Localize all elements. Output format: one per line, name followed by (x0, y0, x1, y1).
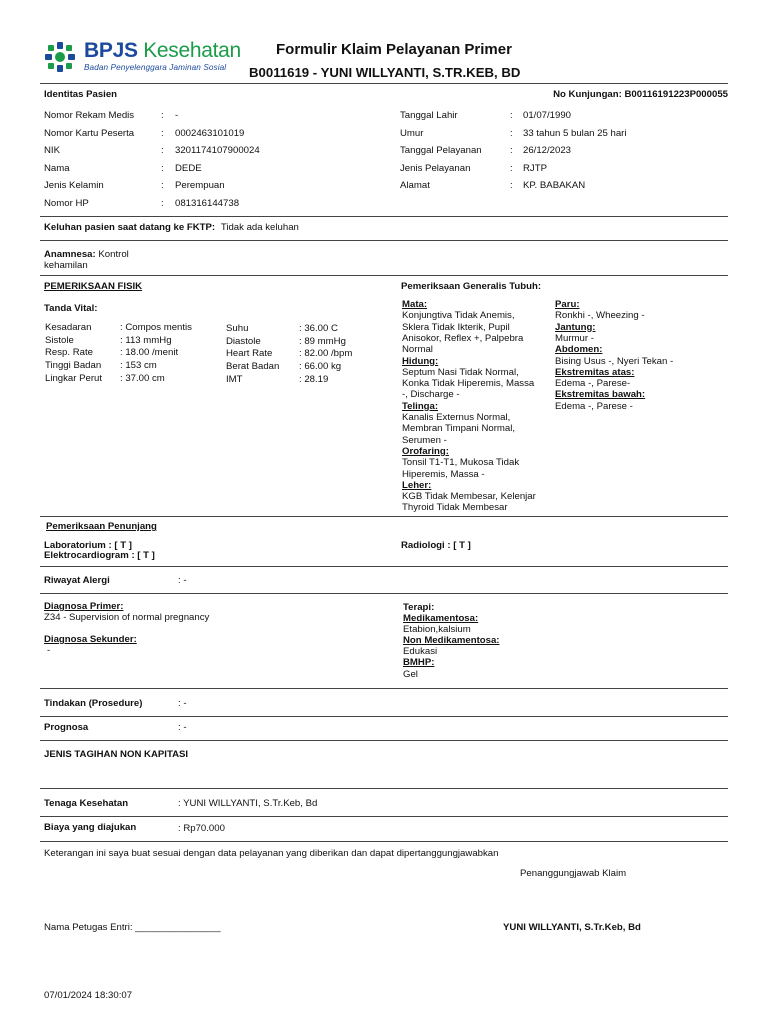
non-medikamentosa-label: Non Medikamentosa: (403, 635, 500, 646)
identitas-label: Jenis Kelamin (44, 180, 104, 191)
colon-separator: : (161, 180, 164, 191)
identitas-label: Nomor HP (44, 197, 89, 209)
keterangan-text: Keterangan ini saya buat sesuai dengan data pelayanan yang diberikan dan dapat dipertanggungjawabkan (44, 848, 499, 859)
generalis-finding: Sklera Tidak Ikterik, Pupil (402, 321, 510, 333)
print-timestamp: 07/01/2024 18:30:07 (44, 990, 133, 1001)
generalis-section-heading: Leher: (402, 479, 432, 491)
tenaga-label: Tenaga Kesehatan (44, 798, 129, 809)
vital-value: : Compos mentis (120, 322, 192, 333)
biaya-label: Biaya yang diajukan (44, 822, 137, 833)
identitas-label: Tanggal Lahir (400, 110, 458, 121)
logo-subtitle: Badan Penyelenggara Jaminan Sosial (84, 63, 227, 72)
penanggungjawab-nama: YUNI WILLYANTI, S.Tr.Keb, Bd (503, 922, 641, 933)
divider (40, 841, 728, 842)
medikamentosa-value: Etabion,kalsium (403, 624, 471, 635)
tanda-vital-heading: Tanda Vital: (44, 303, 98, 314)
vital-label: Heart Rate (226, 348, 273, 360)
penunjang-heading: Pemeriksaan Penunjang (46, 521, 157, 532)
alergi-label: Riwayat Alergi (44, 575, 110, 586)
divider (40, 566, 728, 567)
generalis-finding: Kanalis Externus Normal, (402, 412, 511, 423)
vital-label: Lingkar Perut (45, 372, 103, 384)
anamnesa-value-2: kehamilan (44, 260, 88, 271)
tindakan-label: Tindakan (Prosedure) (44, 698, 143, 709)
identitas-label: Tanggal Pelayanan (400, 145, 482, 156)
diagnosa-sekunder-value: - (47, 645, 51, 656)
colon-separator: : (510, 127, 513, 139)
tindakan-value: : - (178, 698, 187, 709)
bmhp-value: Gel (403, 669, 418, 680)
identitas-label: Jenis Pelayanan (400, 162, 471, 174)
generalis-section-heading: Telinga: (402, 400, 439, 412)
generalis-finding: Thyroid Tidak Membesar (402, 502, 508, 514)
vital-label: Diastole (226, 335, 261, 347)
identitas-label: Nama (44, 162, 70, 174)
identitas-value: DEDE (175, 162, 202, 174)
generalis-section-heading: Ekstremitas atas: (555, 366, 635, 378)
diagnosa-sekunder-label: Diagnosa Sekunder: (44, 634, 137, 645)
identitas-label: Alamat (400, 180, 430, 191)
divider (40, 816, 728, 817)
vital-value: : 113 mmHg (120, 334, 172, 346)
form-subtitle: B0011619 - YUNI WILLYANTI, S.TR.KEB, BD (249, 65, 521, 80)
petugas-entri: Nama Petugas Entri: ________________ (44, 922, 221, 933)
generalis-section-heading: Ekstremitas bawah: (555, 389, 646, 401)
pemeriksaan-fisik-heading: PEMERIKSAAN FISIK (44, 281, 143, 292)
keluhan-row (44, 222, 299, 233)
divider (40, 788, 728, 789)
penanggungjawab-label: Penanggungjawab Klaim (520, 868, 627, 879)
divider (40, 516, 728, 517)
divider (40, 216, 728, 217)
identitas-value: RJTP (523, 162, 547, 174)
biaya-value: : Rp70.000 (178, 823, 225, 834)
tagihan-heading: JENIS TAGIHAN NON KAPITASI (44, 749, 189, 760)
generalis-finding: Murmur - (555, 332, 594, 344)
vital-value: : 18.00 /menit (120, 347, 179, 359)
identitas-value: 081316144738 (175, 197, 240, 209)
prognosa-value: : - (178, 722, 187, 733)
prognosa-label: Prognosa (44, 722, 89, 733)
generalis-finding: Hiperemis, Massa - (402, 468, 485, 480)
generalis-finding: Anisokor, Reflex +, Palpebra (402, 332, 524, 344)
generalis-section-heading: Abdomen: (555, 344, 603, 356)
colon-separator: : (510, 145, 513, 156)
radiologi: Radiologi : [ T ] (401, 540, 471, 551)
identitas-value: 01/07/1990 (523, 110, 572, 121)
vital-label: Sistole (45, 334, 74, 346)
generalis-section-heading: Paru: (555, 299, 580, 310)
identitas-value: 3201174107900024 (175, 145, 260, 156)
generalis-section-heading: Hidung: (402, 355, 439, 367)
generalis-finding: Septum Nasi Tidak Normal, (402, 366, 519, 378)
generalis-section-heading: Mata: (402, 299, 428, 310)
colon-separator: : (161, 145, 164, 156)
divider (40, 688, 728, 689)
elektrocardiogram: Elektrocardiogram : [ T ] (44, 550, 155, 561)
vital-value: : 28.19 (299, 373, 329, 385)
vital-value: : 153 cm (120, 360, 157, 372)
colon-separator: : (510, 110, 513, 121)
medikamentosa-label: Medikamentosa: (403, 613, 479, 624)
divider (40, 593, 728, 594)
identitas-heading: Identitas Pasien (44, 89, 118, 100)
generalis-finding: Bising Usus -, Nyeri Tekan - (555, 355, 674, 367)
anamnesa-label: Anamnesa: (44, 249, 96, 260)
vital-label: Tinggi Badan (45, 360, 102, 372)
logo-kesehatan-text: Kesehatan (143, 39, 241, 62)
generalis-finding: Ronkhi -, Wheezing - (555, 310, 645, 322)
diagnosa-primer-value: Z34 - Supervision of normal pregnancy (44, 612, 210, 623)
generalis-finding: Konjungtiva Tidak Anemis, (402, 310, 515, 322)
generalis-finding: Serumen - (402, 434, 447, 446)
vital-value: : 66.00 kg (299, 361, 342, 373)
terapi-heading: Terapi: (403, 602, 435, 613)
keluhan-value: Tidak ada keluhan (220, 222, 299, 233)
generalis-finding: Edema -, Parese - (555, 400, 633, 412)
generalis-finding: Tonsil T1-T1, Mukosa Tidak (402, 457, 520, 469)
colon-separator: : (161, 197, 164, 209)
vital-value: : 37.00 cm (120, 372, 165, 384)
generalis-finding: Membran Timpani Normal, (402, 423, 516, 435)
identitas-label: Umur (400, 127, 424, 139)
divider (40, 83, 728, 84)
identitas-value: Perempuan (175, 180, 225, 191)
bmhp-label: BMHP: (403, 657, 435, 668)
identitas-value: 26/12/2023 (523, 145, 572, 156)
colon-separator: : (161, 127, 164, 139)
vital-label: IMT (226, 373, 243, 385)
identitas-value: - (175, 110, 179, 121)
vital-label: Resp. Rate (45, 347, 93, 359)
generalis-finding: Konka Tidak Hiperemis, Massa (402, 378, 535, 390)
logo-bpjs-text: BPJS (84, 39, 138, 62)
generalis-finding: KGB Tidak Membesar, Kelenjar (402, 491, 536, 503)
divider (40, 716, 728, 717)
form-title: Formulir Klaim Pelayanan Primer (276, 41, 512, 58)
non-medikamentosa-value: Edukasi (403, 646, 438, 657)
colon-separator: : (161, 162, 164, 174)
generalis-section-heading: Jantung: (555, 321, 596, 333)
divider (40, 240, 728, 241)
identitas-label: Nomor Kartu Peserta (44, 127, 135, 139)
diagnosa-primer-label: Diagnosa Primer: (44, 601, 124, 612)
divider (40, 275, 728, 276)
keluhan-label: Keluhan pasien saat datang ke FKTP: (44, 222, 216, 233)
generalis-finding: -, Discharge - (402, 389, 460, 401)
colon-separator: : (161, 110, 164, 121)
divider (40, 740, 728, 741)
colon-separator: : (510, 180, 513, 191)
generalis-finding: Normal (402, 344, 433, 356)
generalis-finding: Edema -, Parese- (555, 378, 631, 390)
alergi-value: : - (178, 575, 187, 586)
colon-separator: : (510, 162, 513, 174)
laboratorium: Laboratorium : [ T ] (44, 540, 132, 551)
identitas-label: NIK (44, 145, 60, 156)
anamnesa-row (44, 249, 129, 260)
identitas-value: KP. BABAKAN (523, 180, 586, 191)
generalis-section-heading: Orofaring: (402, 445, 449, 457)
anamnesa-value-1: Kontrol (98, 249, 129, 260)
vital-label: Suhu (226, 323, 249, 334)
vital-value: : 82.00 /bpm (299, 348, 353, 360)
identitas-value: 33 tahun 5 bulan 25 hari (523, 127, 627, 139)
vital-value: : 36.00 C (299, 323, 338, 334)
vital-label: Berat Badan (226, 361, 280, 373)
no-kunjungan: No Kunjungan: B00116191223P000055 (553, 89, 728, 100)
vital-value: : 89 mmHg (299, 335, 346, 347)
generalis-heading: Pemeriksaan Generalis Tubuh: (401, 281, 542, 292)
tenaga-value: : YUNI WILLYANTI, S.Tr.Keb, Bd (178, 798, 318, 809)
identitas-label: Nomor Rekam Medis (44, 110, 135, 121)
bpjs-logo-icon (44, 41, 76, 73)
vital-label: Kesadaran (45, 322, 92, 333)
identitas-value: 0002463101019 (175, 127, 245, 139)
